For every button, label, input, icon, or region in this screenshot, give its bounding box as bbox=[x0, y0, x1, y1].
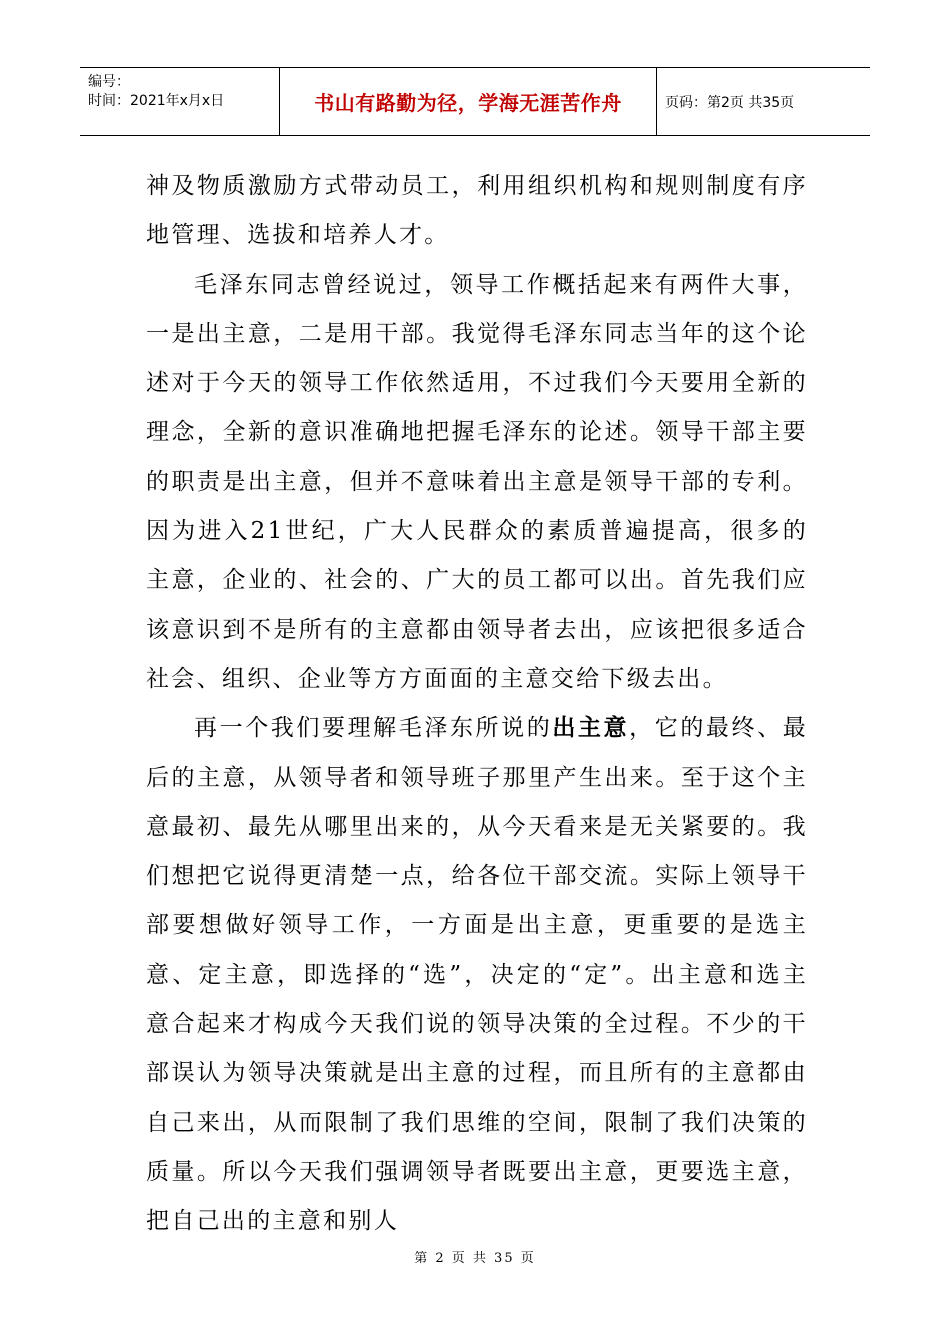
paragraph-3-emphasis: 出主意 bbox=[552, 715, 630, 742]
paragraph-2: 毛泽东同志曾经说过，领导工作概括起来有两件大事，一是出主意，二是用干部。我觉得毛泽东同志当年的这个论述对于今天的领导工作依然适用，不过我们今天要用全新的理念，全新的意识准确地把握毛泽东的论述。领导干部主要的职责是出主意，但并不意味着出主意是领导干部的专利。因为进入21世纪，广大人民群众的素质普遍提高，很多的主意，企业的、社会的、广大的员工都可以出。首先我们应该意识到不是所有的主意都由领导者去出，应该把很多适合社会、组织、企业等方方面面的主意交给下级去出。 bbox=[146, 271, 808, 692]
date-label: 时间：2021年x月x日 bbox=[88, 93, 225, 109]
header-page-info: 页码：第2页 共35页 bbox=[665, 94, 795, 111]
paragraph-1: 神及物质激励方式带动员工，利用组织机构和规则制度有序地管理、选拔和培养人才。 bbox=[146, 173, 808, 249]
paragraph-3-rest: ，它的最终、最后的主意，从领导者和领导班子那里产生出来。至于这个主意最初、最先从哪里出来的，从今天看来是无关紧要的。我们想把它说得更清楚一点，给各位干部交流。实际上领导干部要想做好领导工作，一方面是出主意，更重要的是选主意、定主意，即选择的“选”，决定的“定”。出主意和选主意合起来才构成今天我们说的领导决策的全过程。不少的干部误认为领导决策就是出主意的过程，而且所有的主意都由自己来出，从而限制了我们思维的空间，限制了我们决策的质量。所以今天我们强调领导者既要出主意，更要选主意，把自己出的主意和别人 bbox=[146, 715, 808, 1235]
document-body bbox=[146, 162, 808, 1247]
paragraph-3-start: 再一个我们要理解毛泽东所说的 bbox=[194, 715, 553, 742]
page-footer: 第 2 页 共 35 页 bbox=[414, 1251, 536, 1266]
number-label: 编号： bbox=[88, 74, 130, 90]
header-motto: 书山有路勤为径，学海无涯苦作舟 bbox=[280, 68, 657, 135]
header-meta bbox=[80, 68, 280, 135]
page-header bbox=[80, 67, 870, 136]
paragraph-3 bbox=[146, 704, 808, 1246]
